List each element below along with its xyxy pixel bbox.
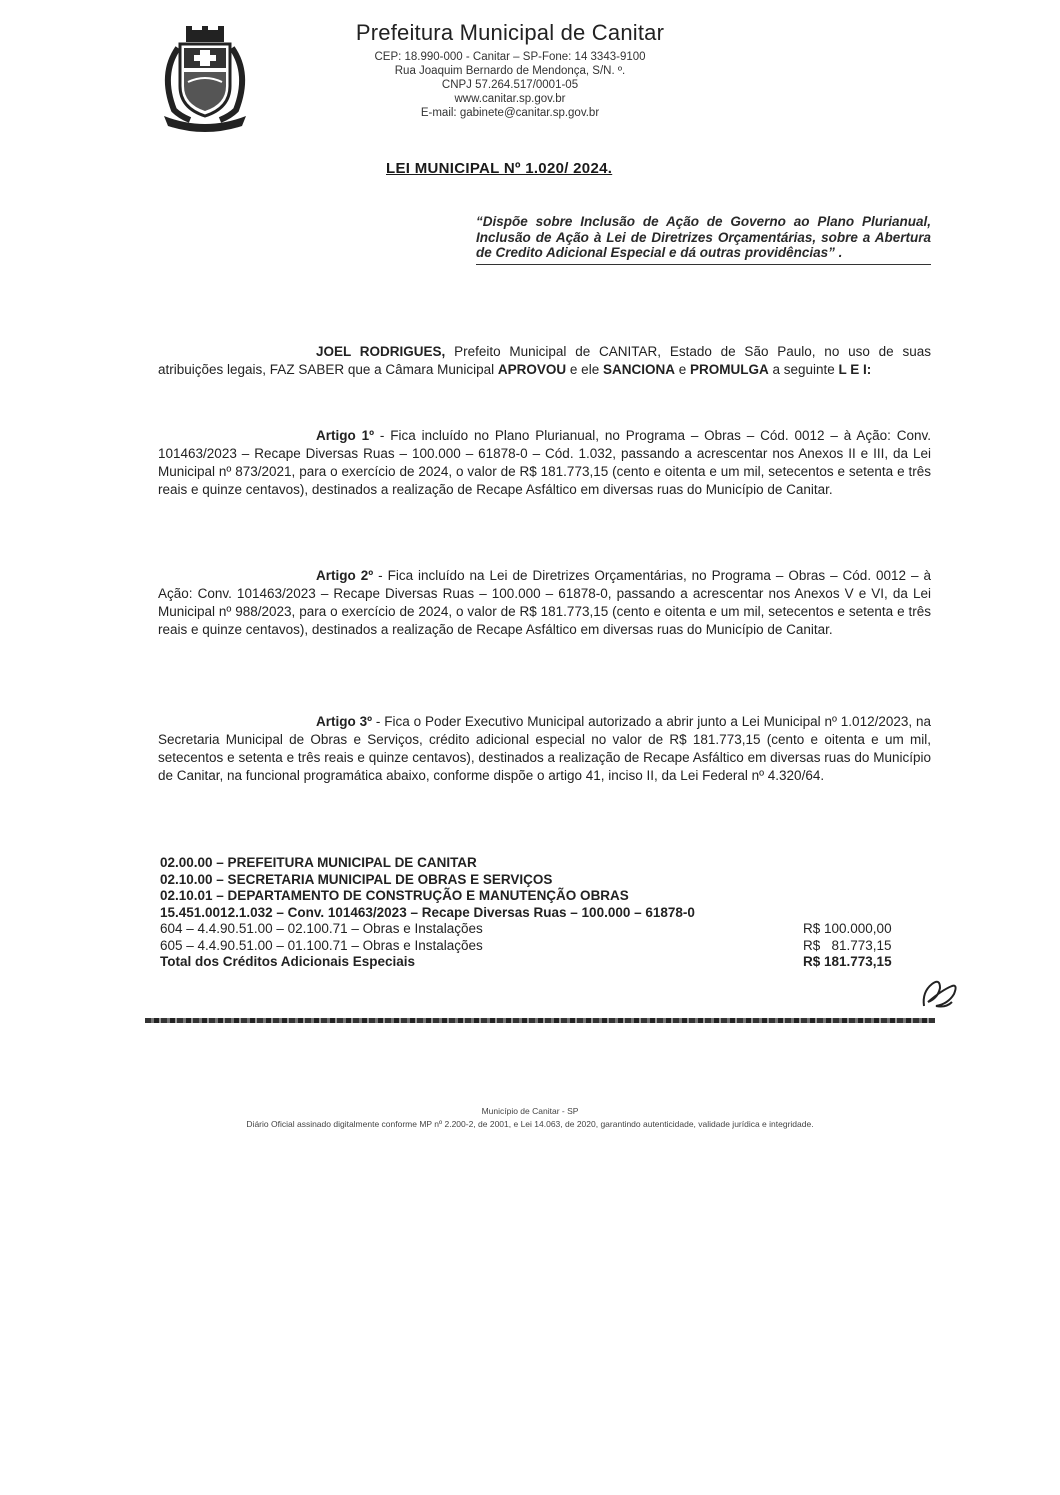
budget-header: 02.10.01 – DEPARTAMENTO DE CONSTRUÇÃO E MANUTENÇÃO OBRAS [160,888,629,903]
budget-line-desc: 605 – 4.4.90.51.00 – 01.100.71 – Obras e Instalações [160,937,483,953]
budget-line [160,921,925,938]
article-text: - Fica incluído na Lei de Diretrizes Orçamentárias, no Programa – Obras – Cód. 0012 – à Ação: Conv. 101463/2023 – Recape Diversas Ruas – 100.000 – 61878-0, passando a acrescentar nos Anexos V e VI, da Lei Municipal nº 988/2023, para o exercício de 2024, o valor de R$ 181.773,15 (cento e oitenta e um mil, setecentos e setenta e três reais e quinze centavos), destinados a realização de Recape Asfáltico em diversas ruas do Município de Canitar. [158,568,931,637]
budget-total-label: Total dos Créditos Adicionais Especiais [160,954,416,969]
org-name: Prefeitura Municipal de Canitar [355,20,665,45]
article-label: Artigo 3º [316,714,373,729]
budget-line-desc: 604 – 4.4.90.51.00 – 02.100.71 – Obras e Instalações [160,921,483,936]
preamble [158,343,931,379]
article-1 [158,427,931,499]
article-label: Artigo 1º [316,428,375,443]
org-address: Rua Joaquim Bernardo de Mendonça, S/N. º. [394,65,626,77]
preamble-aprovou: APROVOU [497,362,567,377]
budget-header: 02.10.00 – SECRETARIA MUNICIPAL DE OBRAS E SERVIÇOS [160,871,553,887]
budget-table [160,855,925,971]
org-cep-phone: CEP: 18.990-000 - Canitar – SP-Fone: 14 3343-9100 [374,51,646,63]
budget-line-amount: R$ 81.773,15 [803,937,892,953]
budget-line [160,938,925,955]
law-summary: “Dispõe sobre Inclusão de Ação de Governo ao Plano Plurianual, Inclusão de Ação à Lei de Diretrizes Orçamentárias, sobre a Abertura de Credito Adicional Especial e dá outras providências” . [476,214,931,265]
budget-header: 02.00.00 – PREFEITURA MUNICIPAL DE CANITAR [160,855,477,870]
mayor-name: JOEL RODRIGUES, [316,344,446,359]
budget-header: 15.451.0012.1.032 – Conv. 101463/2023 – Recape Diversas Ruas – 100.000 – 61878-0 [160,904,695,920]
preamble-text: e [674,362,690,377]
budget-line-amount: R$ 100.000,00 [803,921,892,936]
article-text: - Fica o Poder Executivo Municipal autorizado a abrir junto a Lei Municipal nº 1.012/2023, na Secretaria Municipal de Obras e Serviços, crédito adicional especial no valor de R$ 181.773,15 (cento e oitenta e um mil, setecentos e setenta e três reais e quinze centavos), destinados a realização de Recape Asfáltico em diversas ruas do Município de Canitar, na funcional programática abaixo, conforme dispõe o artigo 41, inciso II, da Lei Federal nº 4.320/64. [158,714,931,783]
preamble-text: Prefeito Municipal de CANITAR, Estado de São Paulo, no uso de suas atribuições legais, FAZ SABER que a Câmara Municipal [158,344,931,377]
preamble-sanciona: SANCIONA [602,362,675,377]
divider [145,1018,935,1023]
footer-municipality: Município de Canitar - SP [481,1106,579,1116]
article-3 [158,713,931,785]
budget-total [160,954,925,971]
municipal-crest-icon [150,24,260,134]
law-title: LEI MUNICIPAL Nº 1.020/ 2024. [386,160,613,177]
letterhead [300,20,720,120]
org-cnpj: CNPJ 57.264.517/0001-05 [441,79,579,91]
preamble-text: a seguinte [768,362,839,377]
footer-legal-notice: Diário Oficial assinado digitalmente conforme MP nº 2.200-2, de 2001, e Lei 14.063, de 2020, garantindo autenticidade, validade jurídica e integridade. [246,1119,814,1129]
org-email: E-mail: gabinete@canitar.sp.gov.br [420,107,600,119]
org-website: www.canitar.sp.gov.br [454,93,566,105]
budget-total-amount: R$ 181.773,15 [803,954,892,969]
preamble-text: e ele [566,362,603,377]
preamble-promulga: PROMULGA [689,362,769,377]
article-text: - Fica incluído no Plano Plurianual, no Programa – Obras – Cód. 0012 – à Ação: Conv. 101463/2023 – Recape Diversas Ruas – 100.000 – 61878-0 – Cód. 1.032, passando a acrescentar nos Anexos II e III, da Lei Municipal nº 873/2021, para o exercício de 2024, o valor de R$ 181.773,15 (cento e oitenta e um mil, setecentos e setenta e três reais e quinze centavos), destinados a realização de Recape Asfáltico em diversas ruas do Município de Canitar. [158,428,931,497]
article-2 [158,567,931,639]
signature-icon [918,972,960,1016]
preamble-lei: L E I: [838,362,872,377]
article-label: Artigo 2º [316,568,374,583]
